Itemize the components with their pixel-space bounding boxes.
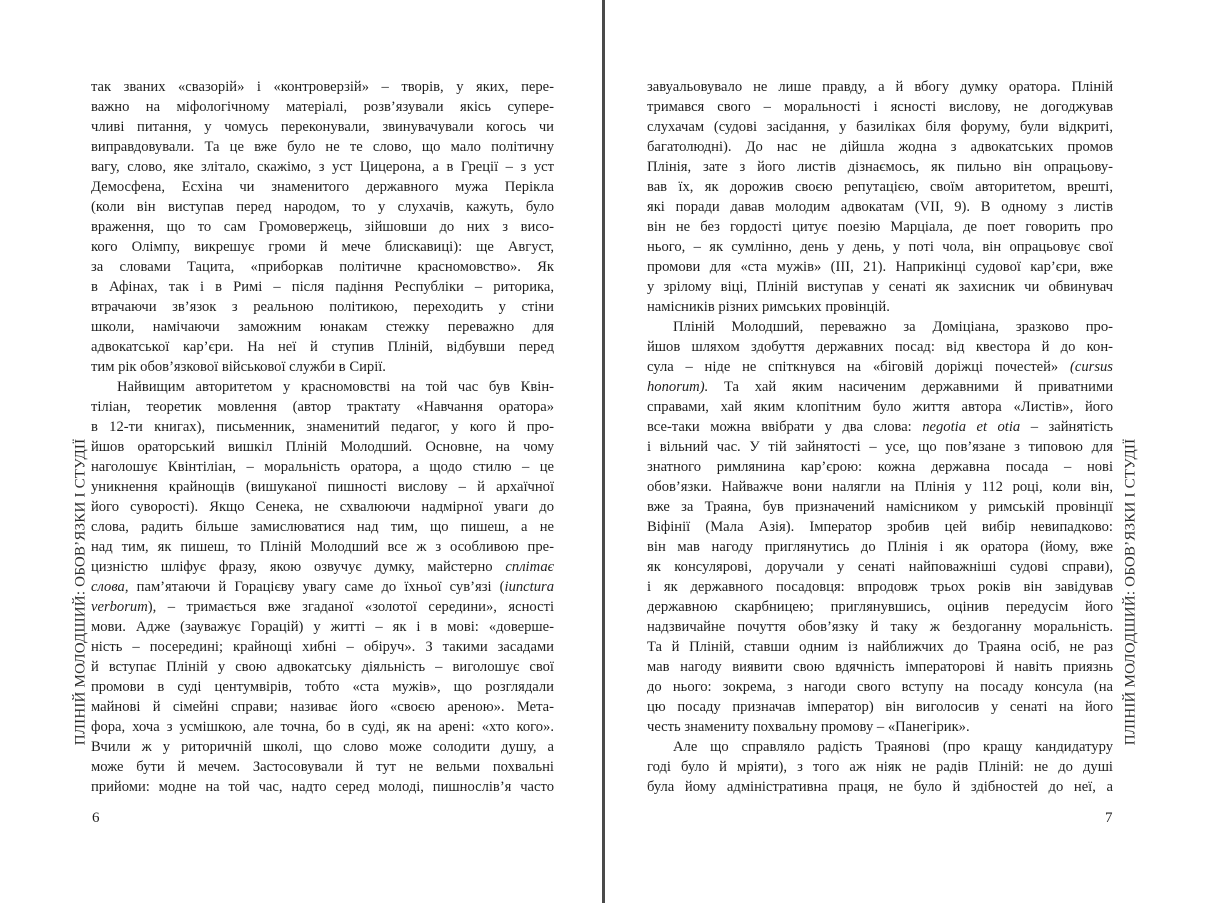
text-line: Але що справляло радість Траянові (про кращу кандидатуру — [673, 739, 1113, 755]
text-line: Та й Пліній, ставши одним із найближчих до Траяна осіб, не раз — [647, 639, 1113, 655]
text-segment: цизністю шліфує фразу, якою озвучує думку, майстерно — [91, 559, 506, 575]
text-line: як консулярові, доручали у сенаті найповажніші судові справи), — [647, 559, 1113, 575]
text-line: була йому адміністративна праця, не було й здібностей до неї, а — [647, 779, 1113, 795]
text-line: йшов ораторський вишкіл Пліній Молодший. Основне, на чому — [91, 439, 554, 455]
text-line: слова, радить більше замислюватися над тим, що пишеш, а не — [91, 519, 554, 535]
page-number-right: 7 — [1105, 810, 1113, 826]
text-line: Найвищим авторитетом у красномовстві на той час був Квін- — [117, 379, 554, 395]
text-line: тримався свого – моральності і ясності вислову, не догоджував — [647, 99, 1113, 115]
text-line: промови для «ста мужів» (III, 21). Наприкінці судової кар’єри, вже — [647, 259, 1113, 275]
text-line: честь знамениту похвальну промову – «Панегірик». — [647, 719, 970, 735]
text-line: Віфінії (Мала Азія). Імператор зробив цей вибір невипадково: — [647, 519, 1113, 535]
text-segment: – зайнятість — [1020, 419, 1113, 435]
text-line: в 12-ти книгах), письменник, знаменитий педагог, у кого й про- — [91, 419, 554, 435]
text-line: слухачам (судові засідання, у базиліках біля форуму, були відкриті, — [647, 119, 1113, 135]
left-page-body — [91, 77, 554, 797]
text-line: враження, що то сам Громовержець, зійшовши до них з висо- — [91, 219, 554, 235]
text-line: за словами Тацита, «приборкав політичне красномовство». Як — [91, 259, 554, 275]
text-line: промови в суді центумвірів, тобто «ста мужів», що розглядали — [91, 679, 554, 695]
text-line: кого Олімпу, викрешує громи й мече блискавиці): ще Август, — [91, 239, 554, 255]
text-segment: Та хай яким насиченим державними й приватними — [708, 379, 1113, 395]
text-line: вже за Траяна, був призначений намісником у римській провінції — [647, 499, 1113, 515]
text-line: державною скарбницею; приглянувшись, оцінив передусім його — [647, 599, 1113, 615]
text-line: уникнення крайнощів (вишуканої пишності вислову – й архаїчної — [91, 479, 554, 495]
text-line — [91, 577, 554, 597]
text-line: до нього: зокрема, з нагоди свого вступу на посаду консула (на — [647, 679, 1113, 695]
text-line: знатного римлянина кар’єрою: кожна державна посада – нові — [647, 459, 1113, 475]
text-line: Плінія, зате з його листів дізнаємось, як пильно він опрацьову- — [647, 159, 1113, 175]
text-line: чливі питання, у чомусь переконували, звинувачували когось чи — [91, 119, 554, 135]
text-line: цю посаду призначав імператор) він виголосив у сенаті на його — [647, 699, 1113, 715]
text-line: обов’язки. Найважче вони налягли на Плінія у 112 році, коли він, — [647, 479, 1113, 495]
text-line: прийоми: модне на той час, надто серед молоді, пишнослів’я часто — [91, 779, 554, 795]
running-header-left: ПЛІНІЙ МОЛОДШИЙ: ОБОВ’ЯЗКИ І СТУДІЇ — [72, 438, 89, 746]
text-segment: все-таки можна ввібрати у два слова: — [647, 419, 923, 435]
text-line: тіліан, теоретик мовлення (автор трактату «Навчання оратора» — [91, 399, 554, 415]
text-line: його суворості). Якщо Сенека, не схвалюючи надмірної уваги до — [91, 499, 554, 515]
text-line: Пліній Молодший, переважно за Доміціана, зразково про- — [673, 319, 1113, 335]
text-line: фора, хоча з усмішкою, але точна, бо в суді, як на арені: «хто кого». — [91, 719, 554, 735]
text-line: школи, намічаючи заможним юнакам стежку переважно для — [91, 319, 554, 335]
text-line: ність – посередині; крайнощі хибні – обіруч». З такими засадами — [91, 639, 554, 655]
text-line — [647, 417, 1113, 437]
running-header-right: ПЛІНІЙ МОЛОДШИЙ: ОБОВ’ЯЗКИ І СТУДІЇ — [1122, 438, 1139, 746]
text-line: надзвичайне почуття обов’язку й таку ж бездоганну моральність. — [647, 619, 1113, 635]
text-line — [647, 377, 1113, 397]
italic-term: honorum). — [647, 379, 709, 395]
text-line — [91, 597, 554, 617]
text-line: нього, – як сумлінно, день у день, у поті чола, він опрацьовує свої — [647, 239, 1113, 255]
text-line: виправдовували. Та це вже було не те слово, що мало політичну — [91, 139, 554, 155]
text-line: у зрілому віці, Пліній виступав у сенаті як захисник чи обвинувач — [647, 279, 1113, 295]
italic-term: iunctura — [504, 579, 554, 595]
book-gutter-divider — [602, 0, 605, 903]
text-line: Демосфена, Есхіна чи знаменитого державного мужа Перікла — [91, 179, 554, 195]
text-line: завуальовувало не лише правду, а й вбогу думку оратора. Пліній — [647, 79, 1113, 95]
text-line: майнові й сімейні справи; називає його «своєю ареною». Мета- — [91, 699, 554, 715]
text-line: багатолюдні). До нас не дійшла жодна з адвокатських промов — [647, 139, 1113, 155]
text-line: тим рік обов’язкової військової служби в Сирії. — [91, 359, 386, 375]
text-line: вагу, слово, яке злітало, скажімо, з уст Цицерона, а в Греції – з уст — [91, 159, 554, 175]
italic-term: слова — [91, 579, 125, 595]
text-line: важно на міфологічному матеріалі, розв’язували якісь супере- — [91, 99, 554, 115]
text-line: над тим, як пишеш, то Пліній Молодший все ж з особливою пре- — [91, 539, 554, 555]
italic-term: verborum — [91, 599, 148, 615]
text-line: він не без гордості цитує поезію Марціала, де поет говорить про — [647, 219, 1113, 235]
text-line: й вступає Пліній у свою адвокатську діяльність – виголошує свої — [91, 659, 554, 675]
text-line — [91, 557, 554, 577]
text-line: так званих «свазорій» і «контроверзій» – творів, у яких, пере- — [91, 79, 554, 95]
text-line: адвокатської кар’єри. На неї й ступив Пліній, відбувши перед — [91, 339, 554, 355]
text-line: які поради давав молодим адвокатам (VII, 9). В одному з листів — [647, 199, 1113, 215]
text-line: і вільний час. У тій зайнятості – усе, що пов’язане з типовою для — [647, 439, 1113, 455]
text-line: втрачаючи зв’язок з реальною політикою, переходить у стіни — [91, 299, 554, 315]
text-line: годі було й мріяти), з того аж ніяк не радів Пліній: не до душі — [647, 759, 1113, 775]
italic-term: (cursus — [1070, 359, 1113, 375]
text-line: Вчили ж у риторичній школі, що слово може солодити душу, а — [91, 739, 554, 755]
text-line: мав нагоду виявити свою вдячність імператорові й навіть приязнь — [647, 659, 1113, 675]
text-segment: ), – тримається вже згаданої «золотої середини», ясності — [147, 599, 554, 615]
italic-term: negotia et otia — [922, 419, 1021, 435]
text-segment: , пам’ятаючи й Горацієву увагу саме до їхньої сув’язі ( — [124, 579, 505, 595]
text-line: може бути й мечем. Застосовували й тут не вельми похвальні — [91, 759, 554, 775]
text-line: йшов шляхом здобуття державних посад: від квестора й до кон- — [647, 339, 1113, 355]
text-line: вав їх, як дорожив своєю репутацією, своїм авторитетом, врешті, — [647, 179, 1113, 195]
right-page-body — [647, 77, 1113, 797]
text-line: він мав нагоду приглянутись до Плінія і як оратора (йому, вже — [647, 539, 1113, 555]
text-line: в Афінах, так і в Римі – після падіння Республіки – риторика, — [91, 279, 554, 295]
text-segment: сула – ніде не спіткнувся на «біговій доріжці почестей» — [647, 359, 1071, 375]
text-line: намісників різних римських провінцій. — [647, 299, 890, 315]
italic-term: сплітає — [505, 559, 554, 575]
text-line: (коли він виступав перед народом, то у слухачів, кажуть, було — [91, 199, 554, 215]
text-line: наголошує Квінтіліан, – моральність оратора, а щодо стилю – це — [91, 459, 554, 475]
text-line: справами, хай яким клопітним було життя автора «Листів», його — [647, 399, 1113, 415]
text-line — [647, 357, 1113, 377]
text-line: і як державного посадовця: впродовж трьох років він завідував — [647, 579, 1113, 595]
text-line: мови. Адже (зауважує Горацій) у житті – як і в мові: «доверше- — [91, 619, 554, 635]
page-number-left: 6 — [92, 810, 100, 826]
